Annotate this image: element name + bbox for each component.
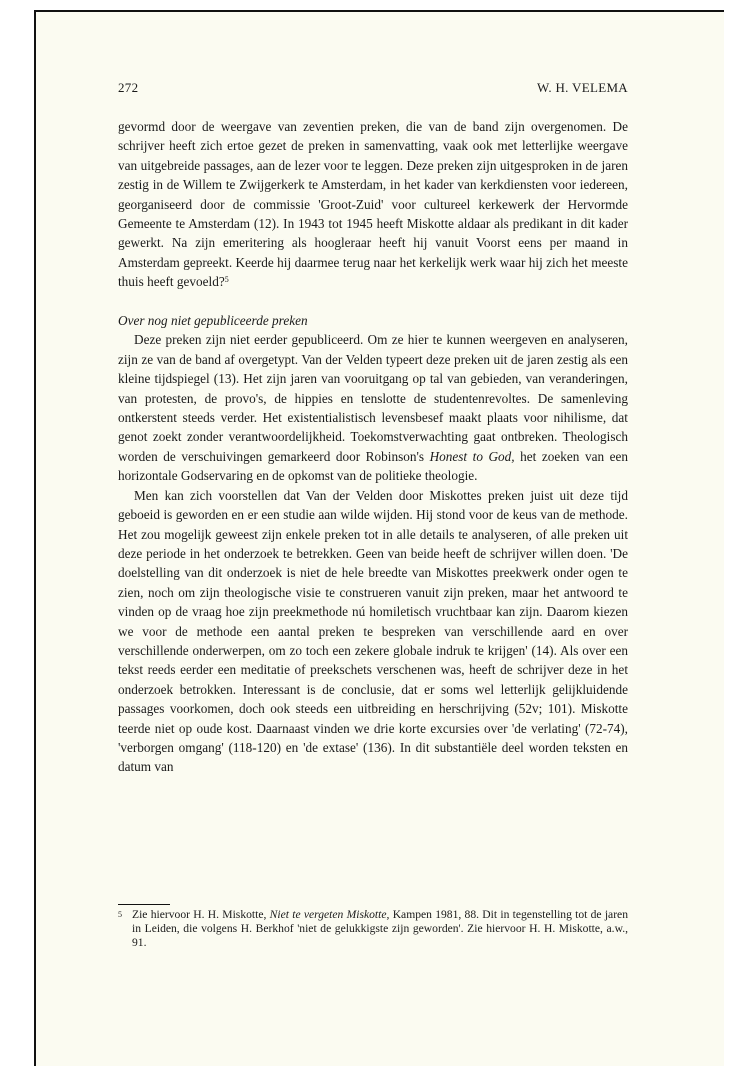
book-title-honest-to-god: Honest to God, — [429, 448, 515, 464]
running-author: W. H. VELEMA — [537, 80, 628, 95]
main-text — [118, 117, 628, 777]
paragraph-2 — [118, 330, 628, 485]
paragraph-1 — [118, 117, 628, 292]
page-number: 272 — [118, 80, 139, 95]
footnote-text-b: Kampen 1981, 88. Dit in tegenstelling tot de jaren in Leiden, die volgens H. Berkhof 'niet de gelukkigste zijn geworden'. Zie hiervoor H. H. Miskotte, a.w., 91. — [132, 908, 628, 950]
footnote — [118, 908, 628, 951]
footnote-ref[interactable]: 5 — [224, 275, 229, 285]
section-heading: Over nog niet gepubliceerde preken — [118, 313, 308, 329]
footnote-marker: 5 — [118, 910, 122, 919]
paragraph-2-text-a: Deze preken zijn niet eerder gepubliceerd. Om ze hier te kunnen weergeven en analyseren, zijn ze van de band af overgetypt. Van der Velden typeert deze preken uit de jaren zestig als een kleine tijdspiegel (13). Het zijn jaren van vooruitgang op tal van gebieden, van veranderingen, van protesten, de provo's, de hippies en tenslotte de studentenrevoltes. De samenleving ontkerstent steeds verder. Het existentialistisch levensbesef maakt plaats voor nihilisme, dat genot zoekt zonder verantwoordelijkheid. Toekomstverwachting gaat ontbreken. Theologisch worden de verschuivingen gemarkeerd door Robinson's — [118, 332, 628, 464]
paragraph-2-text-b: het zoeken van een horizontale Godservaring en de opkomst van de politieke theologie. — [118, 448, 629, 484]
paragraph-1-text: gevormd door de weergave van zeventien preken, die van de band zijn overgenomen. De schrijver heeft zich ertoe gezet de preken in samenvatting, vaak ook met letterlijke weergave van uitgebreide passages, aan de lezer voor te leggen. Deze preken zijn uitgesproken in de jaren zestig in de Willem te Zwijgerkerk te Amsterdam, in het kader van kerkdiensten voor iedereen, georganiseerd door de commissie 'Groot-Zuid' voor cultureel kerkewerk der Hervormde Gemeente te Amsterdam (12). In 1943 tot 1945 heeft Miskotte aldaar als predikant in dit kader gewerkt. Na zijn emeritering als hoogleraar heeft hij vanuit Voorst eens per maand in Amsterdam gepreekt. Keerde hij daarmee terug naar het kerkelijk werk waar hij zich het meeste thuis heeft gevoeld? — [118, 119, 628, 290]
footnote-book-title: Niet te vergeten Miskotte, — [269, 908, 390, 921]
paragraph-3: Men kan zich voorstellen dat Van der Velden door Miskottes preken juist uit deze tijd geboeid is geworden en er een studie aan wilde wijden. Hij stond voor de keus van de methode. Het zou mogelijk geweest zijn enkele preken tot in alle details te analyseren, of alle preken uit deze periode in het onderzoek te betrekken. Geen van beide heeft de schrijver willen doen. 'De doelstelling van dit onderzoek is niet de hele breedte van Miskottes preekwerk onder ogen te zien, noch om zijn theologische visie te construeren vanuit zijn preken, maar het antwoord te vinden op de vraag hoe zijn preekmethode nú homiletisch vruchtbaar kan zijn. Daarom kiezen we voor de methode een aantal preken te bespreken van verschillende aard en over verschillende onderwerpen, om zo toch een zekere globale indruk te krijgen' (14). Als over een tekst reeds eerder een meditatie of preekschets verschenen was, heeft de schrijver deze in het onderzoek betrokken. Interessant is de conclusie, dat er soms wel letterlijk gelijkluidende passages voorkomen, doch ook steeds een uitbreiding en herschrijving (52v; 101). Miskotte teerde niet op oude kost. Daarnaast vinden we drie korte excursies over 'de verlating' (72-74), 'verborgen omgang' (118-120) en 'de extase' (136). In dit substantiële deel worden teksten en datum van — [118, 487, 628, 775]
footnote-text — [132, 908, 628, 951]
footnote-text-a: Zie hiervoor H. H. Miskotte, — [132, 908, 267, 921]
footnote-divider — [118, 904, 170, 905]
